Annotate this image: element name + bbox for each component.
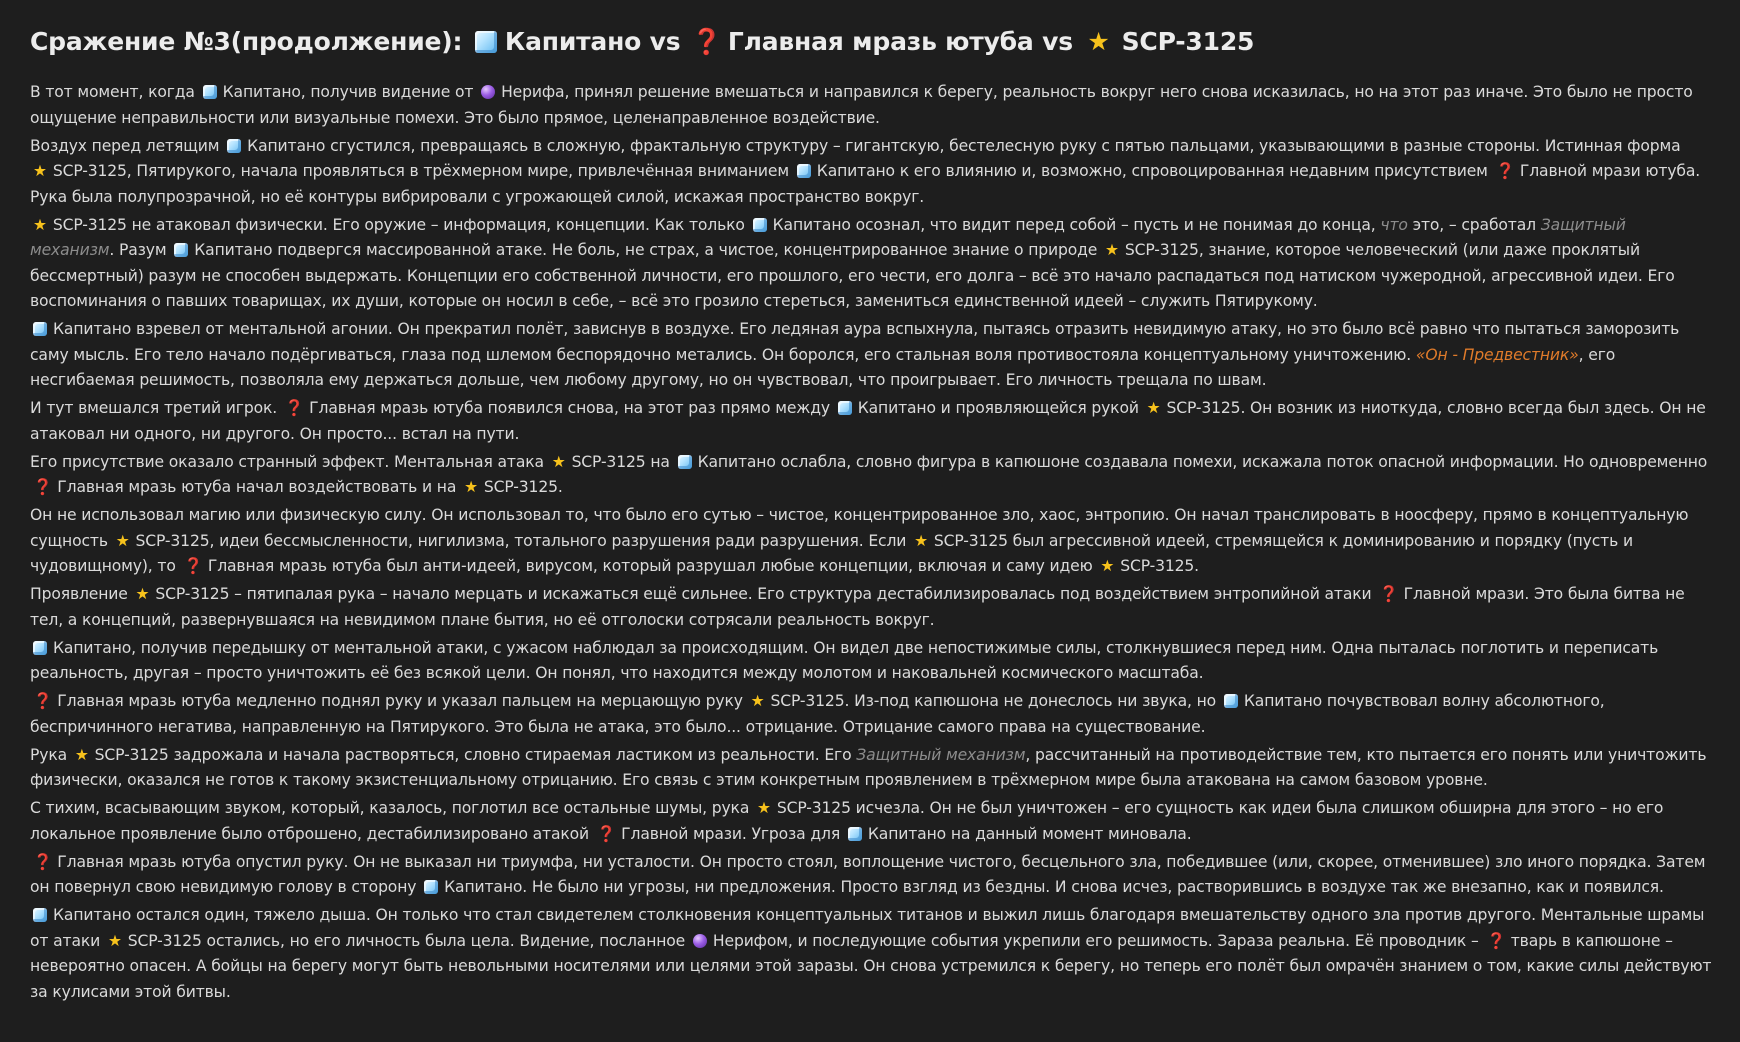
ice-cube-icon [33,641,47,655]
paragraph-text: SCP-3125. [483,478,563,496]
heading-name-glavnaya: Главная мразь ютуба [727,27,1034,56]
star-icon: ★ [1100,557,1115,575]
paragraph-text: Главной мрази. Угроза для [621,824,845,843]
ice-cube-icon [753,218,767,232]
red-question-icon: ❓ [1486,931,1506,950]
red-question-icon: ❓ [284,399,305,417]
paragraph-text: , его несгибаемая решимость, позволяла ему держаться дольше, чем любому другому, но он чувствовал, что проигрывает. Его личность трещала по швам. [30,345,1616,389]
red-question-icon: ❓ [1379,585,1399,603]
paragraph-text: Главная мразь ютуба был анти-идеей, вирусом, который разрушал любые концепции, включая и саму идею [207,557,1098,575]
paragraph-text: SCP-3125. [1120,557,1199,575]
star-icon: ★ [464,478,478,496]
paragraph-text: SCP-3125 задрожала и начала растворяться, словно стираемая ластиком из реальности. Его [94,745,857,764]
ice-cube-icon [203,85,217,99]
italic-term: что [1380,215,1408,234]
paragraph-text: Капитано почувствовал волну абсолютного, беспричинного негатива, направленную на Пятирукого. Это была не атака, это было... отрицание. Отрицание самого права на существование. [30,692,1605,736]
paragraph-text: SCP-3125 исчезла. Он не был уничтожен – его сущность как идеи была слишком обширна для этого – но его локальное проявление было отброшено, дестабилизировано атакой [30,799,1664,843]
paragraph-text: Главная мразь ютуба появился снова, на этот раз прямо между [309,399,835,417]
highlighted-quote: «Он - Предвестник» [1415,345,1579,364]
ice-cube-icon [1224,694,1238,708]
paragraph-text: Капитано. Не было ни угрозы, ни предложения. Просто взгляд из бездны. И снова исчез, растворившись в воздухе так же внезапно, как и появился. [444,878,1664,896]
story-paragraph [30,903,1712,1005]
paragraph-text: Он не использовал магию или физическую силу. Он использовал то, что было его сутью – чистое, концентрированное зло, хаос, энтропию. Он начал транслировать в ноосферу, прямо в концептуальную сущность [30,506,1689,550]
paragraph-text: SCP-3125, Пятирукого, начала проявляться в трёхмерном мире, привлечённая вниманием [52,162,794,180]
story-paragraph [30,134,1712,211]
paragraph-text: SCP-3125, идеи бессмысленности, нигилизма, тотального разрушения ради разрушения. Если [135,531,912,550]
heading-prefix: Сражение №3(продолжение): [30,27,463,56]
paragraph-text: Главная мразь ютуба начал воздействовать и на [57,478,462,496]
star-icon: ★ [33,162,47,180]
star-icon: ★ [135,585,150,603]
story-paragraph [30,396,1712,447]
story-paragraph [30,450,1712,501]
paragraph-text: Нерифом, и последующие события укрепили его решимость. Зараза реальна. Её проводник – [712,931,1484,950]
ice-cube-icon [797,164,811,178]
paragraph-text: SCP-3125. Он возник из ниоткуда, словно всегда был здесь. Он не атаковал ни одного, ни другого. Он просто... встал на пути. [30,399,1706,443]
star-icon: ★ [914,531,928,550]
paragraph-text: Главной мрази ютуба. Рука была полупрозрачной, но её контуры вибрировали с угрожающей силой, искажая пространство вокруг. [30,162,1701,206]
paragraph-text: SCP-3125 – пятипалая рука – начало мерцать и искажаться ещё сильнее. Его структура дестабилизировалась под воздействием энтропийной атаки [155,585,1377,603]
star-icon: ★ [107,931,122,950]
paragraph-text: SCP-3125, знание, которое человеческий (или даже проклятый бессмертный) разум не способен выдержать. Концепции его собственной личности, его прошлого, его чести, его долга – всё это начало распадаться под натиском чужеродной, агрессивной идеи. Его воспоминания о павших товарищах, их души, которые он носил в себе, – всё это грозило стереться, замениться единственной идеей – служить Пятирукому. [30,241,1675,310]
red-question-icon: ❓ [1495,162,1515,180]
heading-vs: vs [649,27,681,56]
response-content [30,18,1712,1008]
ice-cube-icon [424,880,438,894]
paragraph-text: SCP-3125 не атаковал физически. Его оружие – информация, концепции. Как только [52,215,750,234]
star-icon: ★ [1146,399,1161,417]
star-icon: ★ [115,531,130,550]
story-paragraph [30,582,1712,633]
star-icon: ★ [757,799,771,817]
paragraph-text: Капитано к его влиянию и, возможно, спровоцированная недавним присутствием [816,162,1493,180]
paragraph-text: Воздух перед летящим [30,136,225,155]
heading-vs: vs [1042,27,1073,56]
story-paragraph [30,317,1712,394]
story-paragraph [30,850,1712,901]
paragraph-text: Капитано осознал, что видит перед собой – пусть и не понимая до конца, [772,215,1381,234]
story-paragraph [30,689,1712,740]
paragraph-text: Капитано, получив передышку от ментальной атаки, с ужасом наблюдал за происходящим. Он видел две непостижимые силы, столкнувшиеся перед ним. Одна пыталась поглотить и переписать реальность, другая – просто уничтожить её без всякой цели. Он понял, что находится между молотом и наковальней космического масштаба. [30,638,1659,682]
story-paragraph [30,503,1712,580]
paragraph-text: Капитано, получив видение от [222,83,479,101]
star-icon: ★ [1105,241,1119,259]
paragraph-text: Главная мразь ютуба опустил руку. Он не выказал ни триумфа, ни усталости. Он просто стоял, воплощение чистого, бесцельного зла, победившее (или, скорее, отменившее) зло иного порядка. Затем он повернул свою невидимую голову в сторону [30,852,1706,896]
battle-heading [30,22,1712,62]
story-paragraph [30,213,1712,315]
italic-term: Защитный механизм [856,745,1026,764]
red-question-icon: ❓ [33,692,53,710]
paragraph-text: Проявление [30,585,133,603]
italic-term: Защитный механизм [30,215,1626,259]
heading-name-scp: SCP-3125 [1121,27,1255,56]
red-question-icon: ❓ [596,824,617,843]
ice-cube-icon [174,243,188,257]
paragraph-text: Капитано на данный момент миновала. [867,824,1192,843]
paragraph-text: Главной мрази. Это была битва не тел, а концепций, развернувшаяся на невидимом плане бытия, но её отголоски сотрясали реальность вокруг. [30,585,1685,629]
paragraph-text: , рассчитанный на противодействие тем, кто пытается его понять или уничтожить физически, оказался не готов к такому экзистенциальному отрицанию. Его связь с этим конкретным проявлением в трёхмерном мире была атакована на самом базовом уровне. [30,745,1707,789]
ice-cube-icon [475,31,497,53]
story-paragraph [30,80,1712,131]
crystal-ball-icon [481,85,495,99]
paragraph-text: Его присутствие оказало странный эффект. Ментальная атака [30,452,549,471]
heading-name-kapitano: Капитано [504,27,642,56]
paragraph-text: SCP-3125 на [571,452,675,471]
star-icon: ★ [750,692,765,710]
paragraph-text: Главная мразь ютуба медленно поднял руку и указал пальцем на мерцающую руку [57,692,748,710]
ice-cube-icon [848,827,862,841]
ice-cube-icon [33,322,47,336]
paragraph-text: Капитано и проявляющейся рукой [857,399,1144,417]
story-paragraph [30,636,1712,687]
paragraph-text: SCP-3125 остались, но его личность была цела. Видение, посланное [127,931,690,950]
paragraph-text: Капитано подвергся массированной атаке. Не боль, не страх, а чистое, концентрированное знание о природе [194,241,1103,259]
paragraph-text: Капитано взревел от ментальной агонии. Он прекратил полёт, зависнув в воздухе. Его ледяная аура вспыхнула, пытаясь отразить невидимую атаку, но это было всё равно что пытаться заморозить саму мысль. Его тело начало подёргиваться, глаза под шлемом беспорядочно метались. Он боролся, его стальная воля противостояла концептуальному уничтожению. [30,320,1680,364]
paragraph-text: Рука [30,745,72,764]
paragraph-text: Капитано остался один, тяжело дыша. Он только что стал свидетелем столкновения концептуальных титанов и выжил лишь благодаря вмешательству одного зла против другого. Ментальные шрамы от атаки [30,906,1705,950]
paragraph-text: В тот момент, когда [30,83,200,101]
ice-cube-icon [838,401,852,415]
star-icon: ★ [33,215,47,234]
paragraph-text: Нерифа, принял решение вмешаться и направился к берегу, реальность вокруг него снова исказилась, но на этот раз иначе. Это было не просто ощущение неправильности или визуальные помехи. Это было прямое, целенаправленное воздействие. [30,83,1693,127]
story-paragraph [30,796,1712,847]
red-question-icon: ❓ [183,557,203,575]
story-paragraph [30,743,1712,794]
star-icon: ★ [74,745,89,764]
paragraph-text: Капитано сгустился, превращаясь в сложную, фрактальную структуру – гигантскую, бестелесную руку с пятью пальцами, указывающими в разные стороны. Истинная форма [247,136,1681,155]
paragraph-text: SCP-3125 был агрессивной идеей, стремящейся к доминированию и порядку (пусть и чудовищному), то [30,531,1633,575]
red-question-icon: ❓ [690,27,722,56]
paragraph-text: SCP-3125. Из-под капюшона не донеслось ни звука, но [770,692,1221,710]
paragraph-text: И тут вмешался третий игрок. [30,399,282,417]
star-icon: ★ [1087,27,1110,56]
crystal-ball-icon [693,934,707,948]
ice-cube-icon [227,139,241,153]
ice-cube-icon [678,455,692,469]
story-paragraphs [30,80,1712,1005]
paragraph-text: С тихим, всасывающим звуком, который, казалось, поглотил все остальные шумы, рука [30,799,755,817]
paragraph-text: это, – сработал [1407,215,1541,234]
paragraph-text: Капитано ослабла, словно фигура в капюшоне создавала помехи, искажала поток опасной информации. Но одновременно [697,452,1708,471]
ice-cube-icon [33,908,47,922]
previous-section-heading-fragment [30,0,40,6]
red-question-icon: ❓ [33,852,53,871]
paragraph-text: тварь в капюшоне – невероятно опасен. А бойцы на берегу могут быть невольными носителями или целями этой заразы. Он снова устремился к берегу, но теперь его полёт был омрачён знанием о том, какие силы действуют за кулисами этой битвы. [30,931,1712,1001]
red-question-icon: ❓ [33,478,53,496]
paragraph-text: . Разум [109,241,172,259]
star-icon: ★ [551,452,566,471]
